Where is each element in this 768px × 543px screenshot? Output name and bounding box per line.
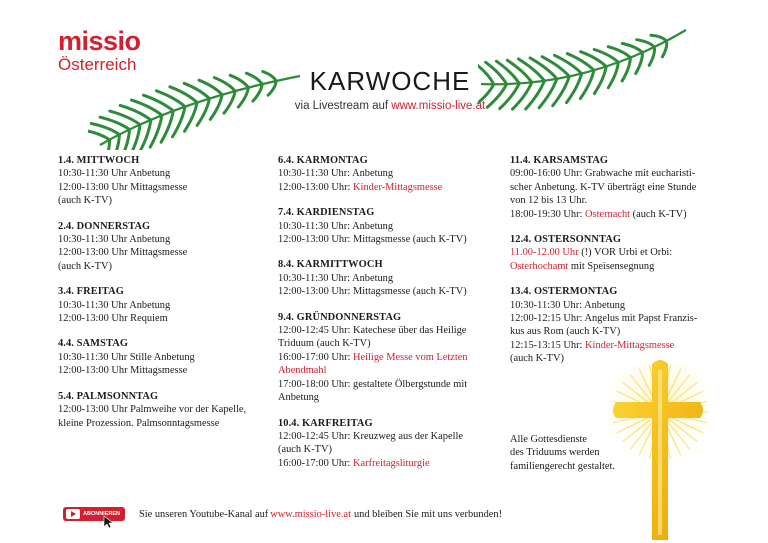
schedule-text: mit Speisensegnung [568,260,655,272]
day-entry [58,390,263,430]
day-entry [58,220,263,274]
schedule-line [278,443,496,456]
schedule-line [278,220,496,233]
highlighted-event: Osternacht [585,208,631,220]
schedule-text: kus aus Rom (auch K-TV) [510,326,621,338]
schedule-line [58,233,263,246]
highlighted-event: Abendmahl [278,365,327,377]
schedule-text: 12:15-13:15 Uhr: [510,339,586,351]
note-line: familiengerecht gestaltet. [510,460,616,472]
schedule-text: 18:00-19:30 Uhr: [510,208,586,220]
schedule-line [510,194,715,207]
schedule-text: 12:00-13:00 Uhr Requiem [58,313,168,325]
schedule-text: (!) VOR Urbi et Orbi: [578,247,673,259]
schedule-line [278,285,496,298]
highlighted-event: Karfreitagsliturgie [353,457,430,469]
schedule-line [58,246,263,259]
schedule-line [278,324,496,337]
footer [63,505,502,523]
schedule-line [58,299,263,312]
schedule-text: (auch K-TV) [630,208,687,220]
day-entry [58,285,263,325]
day-title: 9.4. GRÜNDONNERSTAG [278,311,402,323]
day-entry [278,258,496,298]
day-entry [278,154,496,194]
schedule-line [58,167,263,180]
cross-icon [608,350,708,543]
schedule-line [278,181,496,194]
schedule-text: (auch K-TV) [510,353,564,365]
highlighted-event: Kinder-Mittagsmesse [585,339,675,351]
day-entry [278,311,496,405]
schedule-line [278,167,496,180]
schedule-line [58,417,263,430]
page-subtitle [260,100,520,112]
schedule-text: (auch K-TV) [58,195,112,207]
schedule-text: kleine Prozession. Palmsonntagsmesse [58,417,220,429]
day-entry [510,154,715,221]
highlighted-event: Osterhochamt [510,260,569,272]
schedule-column-2 [278,154,496,482]
schedule-line [278,351,496,364]
schedule-line [510,246,715,259]
schedule-line [510,208,715,221]
day-entry [278,417,496,471]
schedule-line [510,260,715,273]
schedule-line [58,194,263,207]
day-title: 8.4. KARMITTWOCH [278,259,383,271]
day-title: 12.4. OSTERSONNTAG [510,234,622,246]
day-title: 1.4. MITTWOCH [58,155,140,166]
schedule-line [278,457,496,470]
day-title: 11.4. KARSAMSTAG [510,155,609,166]
highlighted-event: 11.00-12.00 Uhr [510,247,579,259]
page-title: KARWOCHE [309,66,471,96]
schedule-text: Anbetung [278,392,319,404]
schedule-text: (auch K-TV) [58,260,112,272]
schedule-line [58,312,263,325]
schedule-text: 10:30-11:30 Uhr Anbetung [58,234,171,246]
subtitle-prefix: via Livestream auf [294,100,392,112]
day-entry [278,206,496,246]
schedule-text: 10:30-11:30 Uhr: Anbetung [278,220,394,232]
schedule-text: 16:00-17:00 Uhr: [278,457,354,469]
schedule-line [58,181,263,194]
schedule-column-1 [58,154,263,442]
schedule-line [58,260,263,273]
schedule-line [278,233,496,246]
youtube-play-icon [66,509,80,519]
schedule-line [278,364,496,377]
day-title: 3.4. FREITAG [58,286,124,298]
cursor-icon [103,515,115,529]
schedule-text: 10:30-11:30 Uhr Stille Anbetung [58,351,195,363]
schedule-line [278,391,496,404]
schedule-line [58,351,263,364]
schedule-text: 12:00-13:00 Uhr Mittagsmesse [58,365,188,377]
schedule-text: (auch K-TV) [278,444,332,456]
schedule-line [58,364,263,377]
schedule-line [278,337,496,350]
schedule-text: 12:00-13:00 Uhr Mittagsmesse [58,181,188,193]
schedule-text: 12:00-13:00 Uhr Palmweihe vor der Kapelle, [58,404,247,416]
schedule-text: Triduum (auch K-TV) [278,338,371,350]
schedule-text: 12:00-12:15 Uhr: Angelus mit Papst Franzis- [510,313,698,325]
footer-link[interactable]: www.missio-live.at [270,508,351,520]
schedule-line [278,272,496,285]
schedule-line [278,378,496,391]
schedule-text: 12:00-12:45 Uhr: Kreuzweg aus der Kapelle [278,430,463,442]
schedule-text: 10:30-11:30 Uhr: Anbetung [278,168,394,180]
schedule-line [278,430,496,443]
schedule-text: von 12 bis 13 Uhr. [510,195,588,207]
schedule-text: 09:00-16:00 Uhr: Grabwache mit eucharisti- [510,168,696,180]
schedule-line [510,299,715,312]
logo-line1: missio [58,26,141,56]
schedule-line [58,403,263,416]
youtube-subscribe-button[interactable] [63,507,125,521]
footer-text-after: und bleiben Sie mit uns verbunden! [353,508,503,520]
day-entry [58,337,263,377]
schedule-text: 12:00-12:45 Uhr: Katechese über das Heilige [278,325,467,337]
schedule-text: scher Anbetung. K-TV überträgt eine Stunde [510,181,697,193]
schedule-column-3 [510,154,715,378]
day-title: 10.4. KARFREITAG [278,417,373,429]
day-entry [510,233,715,273]
schedule-line [510,325,715,338]
schedule-text: 17:00-18:00 Uhr: gestaltete Ölbergstunde mit [278,378,468,390]
schedule-text: 10:30-11:30 Uhr Anbetung [58,168,171,180]
schedule-text: 16:00-17:00 Uhr: [278,351,354,363]
day-entry [58,154,263,208]
highlighted-event: Kinder-Mittagsmesse [353,181,443,193]
day-title: 6.4. KARMONTAG [278,155,368,166]
day-title: 4.4. SAMSTAG [58,338,128,350]
subscribe-label: ABONNIEREN [83,511,120,517]
schedule-text: 12:00-13:00 Uhr Mittagsmesse [58,247,188,259]
schedule-text: 10:30-11:30 Uhr: Anbetung [510,299,626,311]
schedule-text: 12:00-13:00 Uhr: Mittagsmesse (auch K-TV) [278,286,467,298]
schedule-text: 10:30-11:30 Uhr: Anbetung [278,272,394,284]
day-title: 13.4. OSTERMONTAG [510,286,618,298]
schedule-line [510,181,715,194]
day-title: 5.4. PALMSONNTAG [58,390,159,402]
footer-text-before: Sie unseren Youtube-Kanal auf [138,508,269,520]
day-title: 2.4. DONNERSTAG [58,220,151,232]
day-title: 7.4. KARDIENSTAG [278,207,375,219]
schedule-line [510,167,715,180]
subtitle-link[interactable]: www.missio-live.at [391,100,486,112]
note-line: Alle Gottesdienste [510,434,588,445]
schedule-text: 10:30-11:30 Uhr Anbetung [58,299,171,311]
highlighted-event: Heilige Messe vom Letzten [353,351,468,363]
schedule-text: 12:00-13:00 Uhr: Mittagsmesse (auch K-TV) [278,234,467,246]
logo-line2: Österreich [58,55,137,74]
note-line: des Triduums werden [510,447,600,459]
schedule-text: 12:00-13:00 Uhr: [278,181,354,193]
schedule-line [510,312,715,325]
